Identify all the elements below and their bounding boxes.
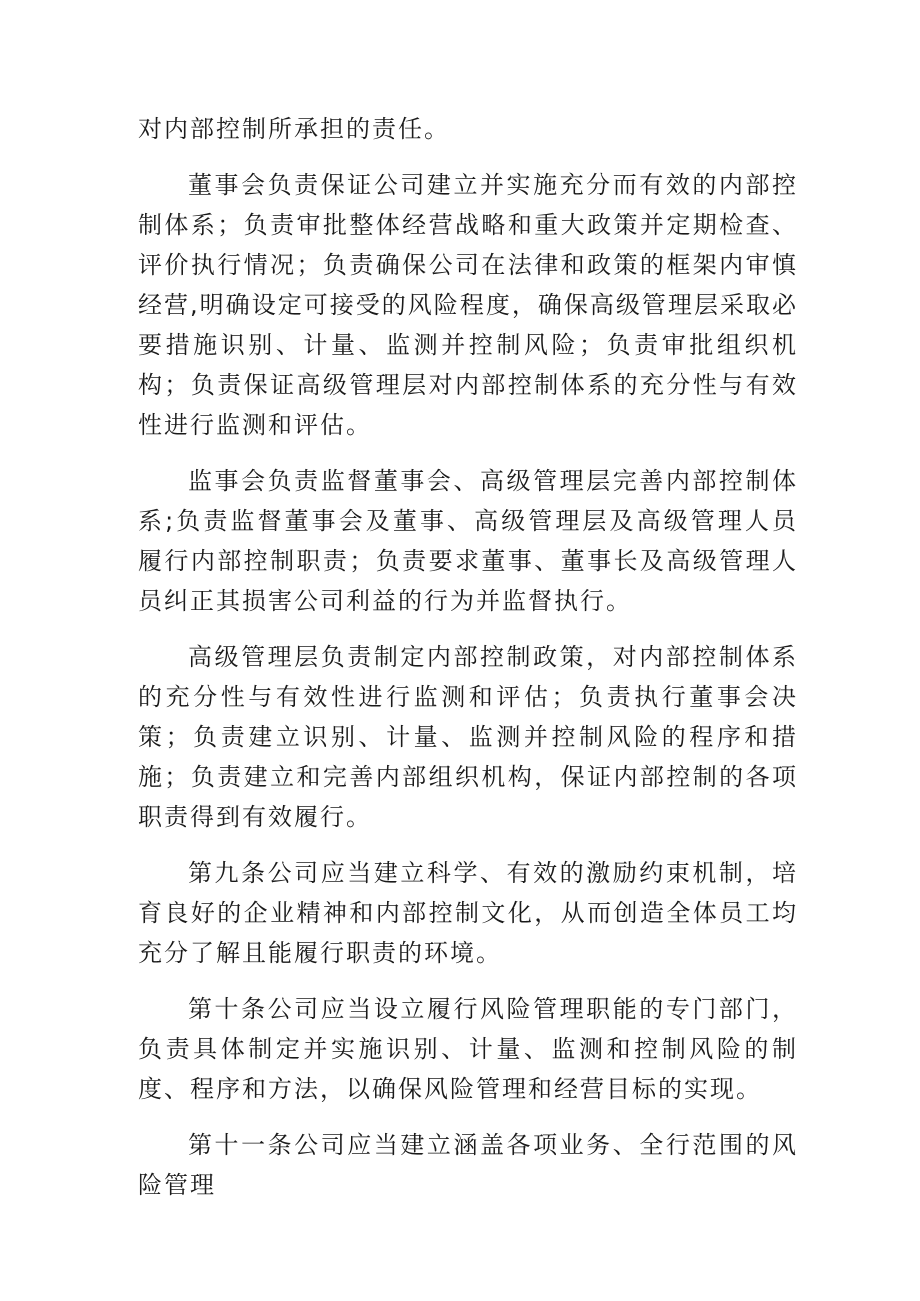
paragraph-article-11: 第十一条公司应当建立涵盖各项业务、全行范围的风险管理 — [138, 1131, 798, 1199]
document-body — [138, 109, 798, 1221]
paragraph-board-duties: 董事会负责保证公司建立并实施充分而有效的内部控制体系；负责审批整体经营战略和重大政策并定期检查、评价执行情况；负责确保公司在法律和政策的框架内审慎经营,明确设定可接受的风险程度，确保高级管理层采取必要措施识别、计量、监测并控制风险；负责审批组织机构；负责保证高级管理层对内部控制体系的充分性与有效性进行监测和评估。 — [138, 171, 798, 439]
paragraph-continuation: 对内部控制所承担的责任。 — [138, 115, 450, 143]
paragraph-article-10: 第十条公司应当设立履行风险管理职能的专门部门，负责具体制定并实施识别、计量、监测和控制风险的制度、程序和方法，以确保风险管理和经营目标的实现。 — [138, 995, 798, 1103]
paragraph-senior-management-duties: 高级管理层负责制定内部控制政策，对内部控制体系的充分性与有效性进行监测和评估；负责执行董事会决策；负责建立识别、计量、监测并控制风险的程序和措施；负责建立和完善内部组织机构，保证内部控制的各项职责得到有效履行。 — [138, 643, 798, 831]
paragraph-article-9: 第九条公司应当建立科学、有效的激励约束机制，培育良好的企业精神和内部控制文化，从而创造全体员工均充分了解且能履行职责的环境。 — [138, 859, 798, 967]
paragraph-supervisory-board-duties: 监事会负责监督董事会、高级管理层完善内部控制体系;负责监督董事会及董事、高级管理层及高级管理人员履行内部控制职责；负责要求董事、董事长及高级管理人员纠正其损害公司利益的行为并监督执行。 — [138, 467, 798, 615]
